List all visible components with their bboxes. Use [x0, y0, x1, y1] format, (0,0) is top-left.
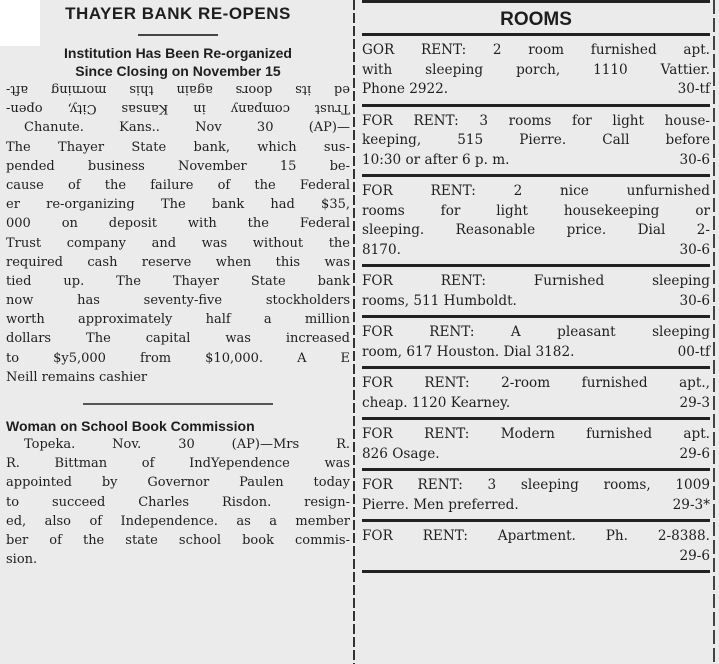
ad-line: sleeping. Reasonable price. Dial 2- — [362, 222, 710, 238]
article-line: ed, also of Independence. as a member — [6, 513, 350, 529]
section-title: ROOMS — [500, 9, 572, 30]
ad-rule — [362, 570, 710, 573]
ad-line: rooms, 511 Humboldt. — [362, 292, 517, 309]
ad-line: rooms for light housekeeping or — [362, 202, 710, 219]
ad-line: FOR RENT: Apartment. Ph. 2-8388. — [362, 528, 710, 544]
article-line: to succeed Charles Risdon. resign- — [6, 494, 350, 510]
ad-line: GOR RENT: 2 room furnished apt. — [362, 42, 710, 58]
article-subhead-line: Since Closing on November 15 — [75, 63, 281, 79]
ad-line: FOR RENT: Furnished sleeping — [362, 273, 710, 289]
article-body-2 — [6, 435, 350, 569]
article-body — [6, 80, 350, 387]
article-line: pended business November 15 be- — [6, 158, 350, 174]
column-edge-rule — [713, 0, 715, 664]
article-line: Chanute. Kans.. Nov 30 (AP)— — [24, 120, 350, 136]
ad-code: 30-6 — [679, 241, 710, 258]
classified-ad — [362, 522, 710, 570]
classified-ad — [362, 107, 710, 175]
article-line: Trust company and was without the — [6, 235, 350, 251]
article-line: appointed by Governor Paulen today — [6, 475, 350, 491]
article-line: The Thayer State bank, which sus- — [6, 139, 350, 155]
classified-rooms-column — [362, 0, 710, 664]
ad-code: 00-tf — [677, 343, 710, 360]
ad-line: room, 617 Houston. Dial 3182. — [362, 343, 575, 360]
ad-line: 10:30 or after 6 p. m. — [362, 151, 510, 168]
classified-ad — [362, 369, 710, 417]
article-line: 000 on deposit with the Federal — [6, 216, 350, 232]
article-line: now has seventy-five stockholders — [6, 293, 350, 309]
inverted-type-line: ed its doors again this morning aft- — [6, 82, 350, 98]
article-headline-2: Woman on School Book Commission — [6, 418, 255, 434]
article-subhead-line: Institution Has Been Re-organized — [64, 45, 292, 61]
classified-ad — [362, 177, 710, 264]
article-line: Neill remains cashier — [6, 369, 148, 385]
classified-ad — [362, 36, 710, 104]
classified-ad — [362, 420, 710, 468]
article-separator-rule — [83, 403, 273, 405]
ad-code: 29-3 — [679, 394, 710, 411]
article-line: tied up. The Thayer State bank — [6, 273, 350, 289]
ad-code: 29-3* — [672, 496, 710, 513]
ad-line: FOR RENT: 2-room furnished apt., — [362, 375, 710, 391]
classified-ad — [362, 318, 710, 366]
ad-code: 29-6 — [679, 445, 710, 462]
ad-line: 826 Osage. — [362, 445, 440, 462]
article-line: to $y5,000 from $10,000. A E — [6, 350, 350, 366]
article-line: dollars The capital was increased — [6, 331, 350, 347]
article-line: worth approximately half a million — [6, 312, 350, 328]
ad-code: 30-6 — [679, 292, 710, 309]
article-line: R. Bittman of IndYependence was — [6, 456, 350, 472]
column-divider — [353, 0, 355, 664]
ad-line: FOR RENT: 3 sleeping rooms, 1009 — [362, 477, 710, 493]
ad-line: with sleeping porch, 1110 Vattier. — [362, 61, 710, 78]
headline-rule — [138, 34, 218, 36]
article-line: ber of the state school book commis- — [6, 532, 350, 548]
ad-line: cheap. 1120 Kearney. — [362, 394, 511, 411]
ad-code: 29-6 — [679, 547, 710, 564]
article-line: er re-organizing The bank had $35, — [6, 197, 350, 213]
ad-code: 30-tf — [677, 81, 710, 97]
left-news-column — [6, 0, 350, 664]
inverted-type-line: Trust company in Kansas City, open- — [6, 101, 350, 117]
ad-line: keeping, 515 Pierre. Call before — [362, 132, 710, 148]
ad-line: 8170. — [362, 241, 401, 258]
classified-ad — [362, 471, 710, 519]
ad-line: FOR RENT: 3 rooms for light house- — [362, 112, 710, 129]
article-line: required cash reserve when this was — [6, 254, 350, 270]
article-headline: THAYER BANK RE-OPENS — [65, 4, 291, 23]
article-line: Topeka. Nov. 30 (AP)—Mrs R. — [24, 437, 350, 452]
ad-code: 30-6 — [679, 151, 710, 168]
ad-line: Pierre. Men preferred. — [362, 496, 519, 513]
ad-line: FOR RENT: A pleasant sleeping — [362, 324, 710, 340]
article-line: cause of the failure of the Federal — [6, 177, 350, 193]
ad-line: Phone 2922. — [362, 81, 449, 97]
article-line: sion. — [6, 552, 38, 568]
classified-ad — [362, 267, 710, 315]
ad-line: FOR RENT: Modern furnished apt. — [362, 426, 710, 442]
ad-line: FOR RENT: 2 nice unfurnished — [362, 183, 710, 199]
